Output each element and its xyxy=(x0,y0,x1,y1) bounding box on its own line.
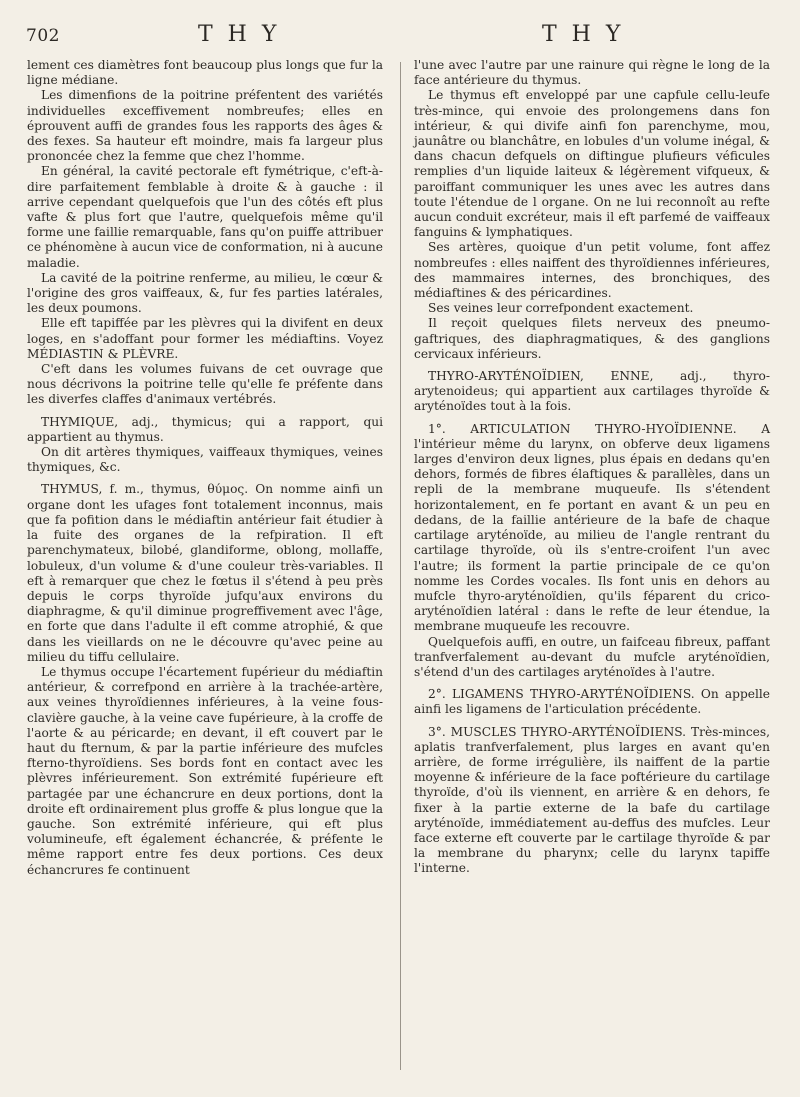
paragraph: l'une avec l'autre par une rainure qui règne le long de la face antérieure du thymus. xyxy=(414,58,770,88)
right-column xyxy=(414,58,770,877)
paragraph: Ses artères, quoique d'un petit volume, font affez nombreufes : elles naiffent des thyroïdiennes inférieures, des mammaires internes, des bronchiques, des médiaftines & des péricardines. xyxy=(414,240,770,301)
paragraph: Les dimenfions de la poitrine préfentent des variétés individuelles exceffivement nombreufes; elles en éprouvent auffi de grandes fous les rapports des âges & des fexes. Sa hauteur eft moindre, mais fa largeur plus prononcée chez la femme que chez l'homme. xyxy=(27,88,383,164)
paragraph: Le thymus eft enveloppé par une capfule cellu-leufe très-mince, qui envoie des prolongemens dans fon intérieur, & qui divife ainfi fon parenchyme, mou, jaunâtre ou blanchâtre, en lobules d'un volume inégal, & dans chacun defquels on diftingue plufieurs véficules remplies d'un liquide laiteux & légèrement vifqueux, & paroiffant communiquer les unes avec les autres dans toute l'étendue de l organe. On ne lui reconnoît au refte aucun conduit excréteur, mais il eft parfemé de vaiffeaux fanguins & lymphatiques. xyxy=(414,88,770,240)
page-number: 702 xyxy=(26,26,60,46)
paragraph: Elle eft tapiffée par les plèvres qui la divifent en deux loges, en s'adoffant pour former les médiaftins. Voyez MÉDIASTIN & PLÈVRE. xyxy=(27,316,383,361)
page-header xyxy=(0,22,800,52)
left-column xyxy=(27,58,383,878)
column-divider xyxy=(400,62,401,1070)
paragraph: 3°. MUSCLES THYRO-ARYTÉNOÏDIENS. Très-minces, aplatis tranfverfalement, plus larges en avant qu'en arrière, de forme irrégulière, ils naiffent de la partie moyenne & inférieure de la face poftérieure du cartilage thyroïde, d'où ils viennent, en arrière & en dehors, fe fixer à la partie externe de la bafe du cartilage aryténoïde, immédiatement au-deffus des mufcles. Leur face externe eft couverte par le cartilage thyroïde & par la membrane du pharynx; celle du larynx tapiffe l'interne. xyxy=(414,724,770,876)
paragraph: C'eft dans les volumes fuivans de cet ouvrage que nous décrivons la poitrine telle qu'elle fe préfente dans les diverfes claffes d'animaux vertébrés. xyxy=(27,362,383,407)
paragraph: Le thymus occupe l'écartement fupérieur du médiaftin antérieur, & correfpond en arrière à la trachée-artère, aux veines thyroïdiennes inférieures, à la veine fous-clavière gauche, à la veine cave fupérieure, à la croffe de l'aorte & au péricarde; en devant, il eft couvert par le haut du fternum, & par la partie inférieure des mufcles fterno-thyroïdiens. Ses bords font en contact avec les plèvres inférieurement. Son extrémité fupérieure eft partagée par une échancrure en deux portions, dont la droite eft ordinairement plus groffe & plus longue que la gauche. Son extrémité inférieure, qui eft plus volumineufe, eft également échancrée, & préfente le même rapport entre fes deux portions. Ces deux échancrures fe continuent xyxy=(27,664,383,877)
paragraph: lement ces diamètres font beaucoup plus longs que fur la ligne médiane. xyxy=(27,58,383,88)
paragraph: Il reçoit quelques filets nerveux des pneumo-gaftriques, des diaphragmatiques, & des ganglions cervicaux inférieurs. xyxy=(414,316,770,361)
running-head-left: T H Y xyxy=(198,22,281,47)
paragraph: Quelquefois auffi, en outre, un faifceau fibreux, paffant tranfverfalement au-devant du mufcle aryténoïdien, s'étend d'un des cartilages aryténoïdes à l'autre. xyxy=(414,634,770,679)
entry-thymique: THYMIQUE, adj., thymicus; qui a rapport, qui appartient au thymus. xyxy=(27,414,383,444)
paragraph: La cavité de la poitrine renferme, au milieu, le cœur & l'origine des gros vaiffeaux, &, fur fes parties latérales, les deux poumons. xyxy=(27,270,383,316)
paragraph: On dit artères thymiques, vaiffeaux thymiques, veines thymiques, &c. xyxy=(27,445,383,475)
entry-thymus: THYMUS, f. m., thymus, θύμος. On nomme ainfi un organe dont les ufages font totalement inconnus, mais que fa pofition dans le médiaftin antérieur fait étudier à la fuite des organes de la refpiration. Il eft parenchymateux, bilobé, glandiforme, oblong, mollaffe, lobuleux, d'un volume & d'une couleur très-variables. Il eft à remarquer que chez le fœtus il s'étend à peu près depuis le corps thyroïde jufqu'aux environs du diaphragme, & qu'il diminue progreffivement avec l'âge, en forte que dans l'adulte il eft comme atrophié, & que dans les vieillards on ne le découvre qu'avec peine au milieu du tiffu cellulaire. xyxy=(27,482,383,664)
paragraph: En général, la cavité pectorale eft fymétrique, c'eft-à-dire parfaitement femblable à droite & à gauche : il arrive cependant quelquefois que l'un des côtés eft plus vafte & plus fort que l'autre, quelquefois même qu'il forme une faillie remarquable, fans qu'on puiffe attribuer ce phénomène à aucun vice de conformation, ni à aucune maladie. xyxy=(27,164,383,270)
paragraph: 2°. LIGAMENS THYRO-ARYTÉNOÏDIENS. On appelle ainfi les ligamens de l'articulation précédente. xyxy=(414,687,770,717)
entry-thyro-arytenoidien: THYRO-ARYTÉNOÏDIEN, ENNE, adj., thyro-arytenoideus; qui appartient aux cartilages thyroïde & aryténoïdes tout à la fois. xyxy=(414,369,770,414)
paragraph: Ses veines leur correfpondent exactement. xyxy=(428,301,694,316)
paragraph: 1°. ARTICULATION THYRO-HYOÏDIENNE. A l'intérieur même du larynx, on obferve deux ligamens larges d'environ deux lignes, plus épais en dedans qu'en dehors, formés de fibres élaftiques & parallèles, dans un repli de la membrane muqueufe. Ils s'étendent horizontalement, en fe portant en avant & un peu en dedans, de la faillie antérieure de la bafe de chaque cartilage aryténoïde, au milieu de l'angle rentrant du cartilage thyroïde, où ils s'entre-croifent l'un avec l'autre; ils forment la partie principale de ce qu'on nomme les Cordes vocales. Ils font unis en dehors au mufcle thyro-aryténoïdien, qu'ils féparent du crico-aryténoïdien latéral : dans le refte de leur étendue, la membrane muqueufe les recouvre. xyxy=(414,421,770,634)
running-head-right: T H Y xyxy=(542,22,625,47)
